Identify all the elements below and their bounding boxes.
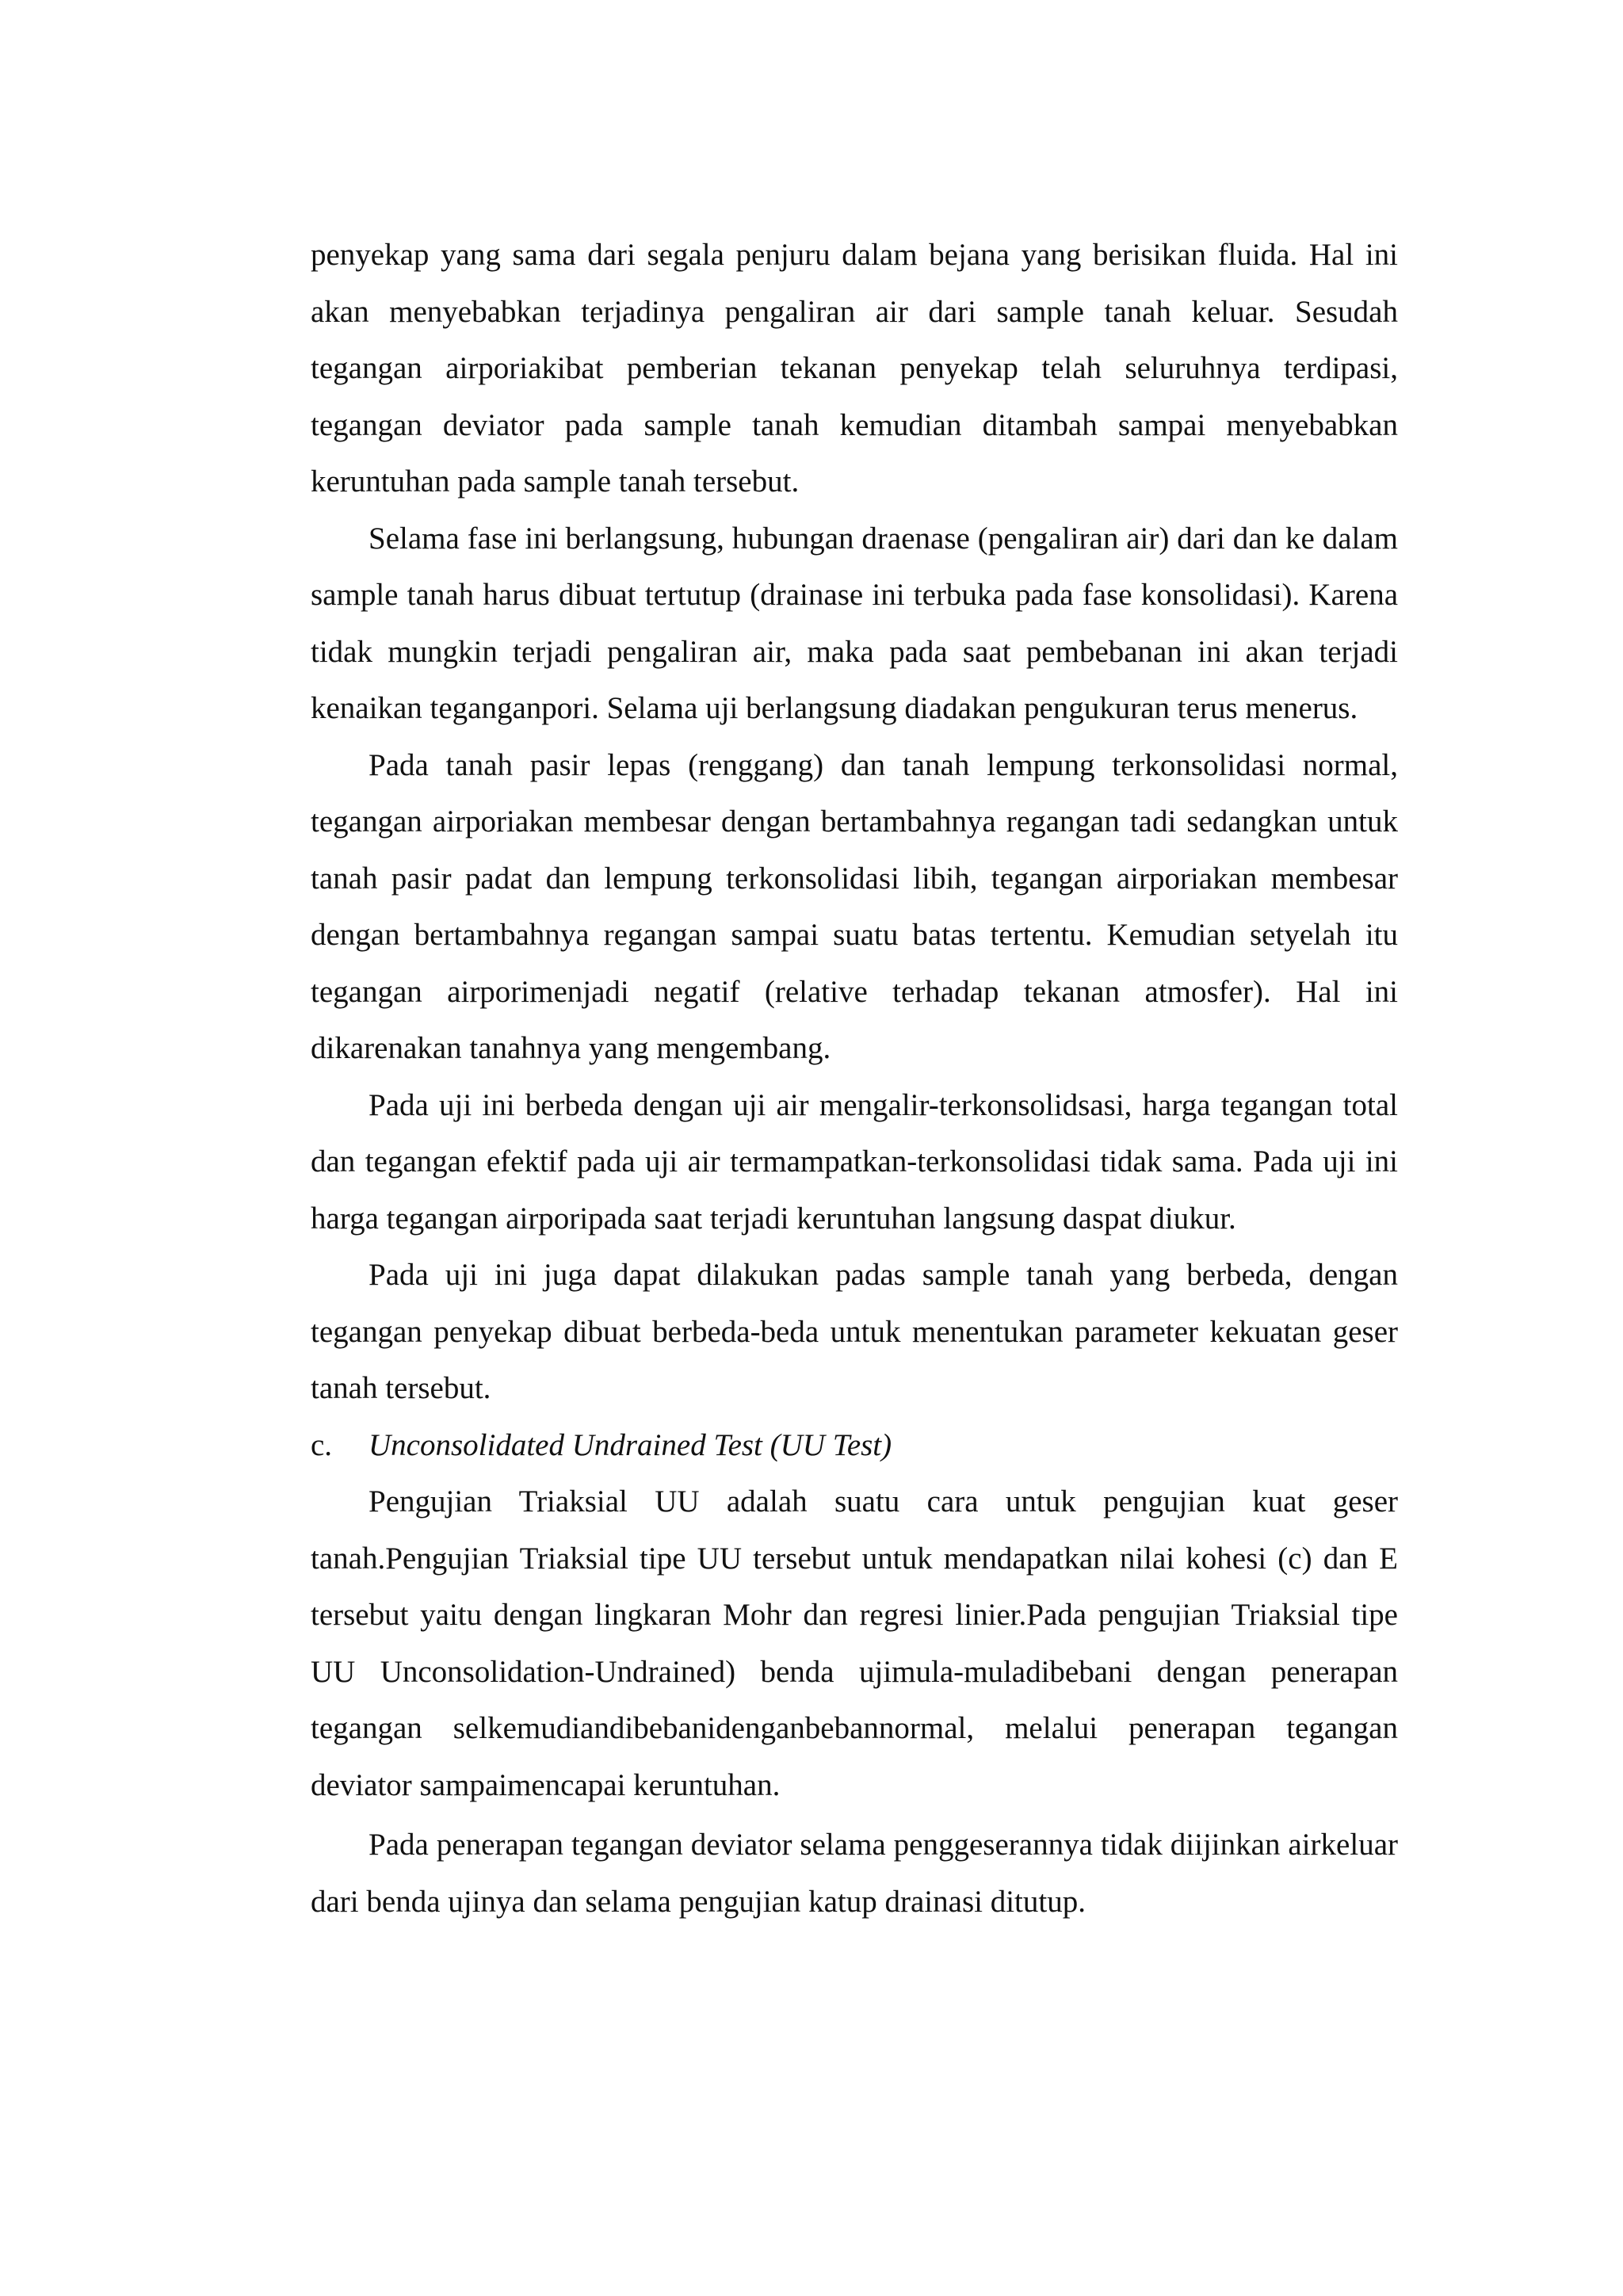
- paragraph-consolidated-test: Pada uji ini berbeda dengan uji air mengalir-terkonsolidsasi, harga tegangan total dan tegangan efektif pada uji air termampatkan-terkonsolidasi tidak sama. Pada uji ini harga tegangan airporipada saat terjadi keruntuhan langsung daspat diukur.: [311, 1087, 1398, 1236]
- paragraph-continuation: penyekap yang sama dari segala penjuru dalam bejana yang berisikan fluida. Hal ini akan menyebabkan terjadinya pengaliran air dari sample tanah keluar. Sesudah tegangan airporiakibat pemberian tekanan penyekap telah seluruhnya terdipasi, tegangan deviator pada sample tanah kemudian ditambah sampai menyebabkan keruntuhan pada sample tanah tersebut.: [311, 238, 1398, 499]
- paragraph-confining-pressure: Pada uji ini juga dapat dilakukan padas sample tanah yang berbeda, dengan tegangan penyekap dibuat berbeda-beda untuk menentukan parameter kekuatan geser tanah tersebut.: [311, 1258, 1398, 1405]
- section-marker: c.: [311, 1427, 333, 1462]
- section-heading-uu-test: [311, 1417, 1398, 1474]
- paragraph-uu-deviator: Pada penerapan tegangan deviator selama penggeserannya tidak diijinkan airkeluar dari benda ujinya dan selama pengujian katup drainasi ditutup.: [311, 1828, 1398, 1919]
- paragraph-uu-definition: Pengujian Triaksial UU adalah suatu cara untuk pengujian kuat geser tanah.Pengujian Triaksial tipe UU tersebut untuk mendapatkan nilai kohesi (c) dan E tersebut yaitu dengan lingkaran Mohr dan regresi linier.Pada pengujian Triaksial tipe UU Unconsolidation-Undrained) benda ujimula-muladibebani dengan penerapan tegangan selkemudiandibebanidenganbebannormal, melalui penerapan tegangan deviator sampaimencapai keruntuhan.: [311, 1484, 1398, 1802]
- section-title: Unconsolidated Undrained Test (UU Test): [369, 1427, 892, 1462]
- paragraph-drainage-phase: Selama fase ini berlangsung, hubungan draenase (pengaliran air) dari dan ke dalam sample tanah harus dibuat tertutup (drainase ini terbuka pada fase konsolidasi). Karena tidak mungkin terjadi pengaliran air, maka pada saat pembebanan ini akan terjadi kenaikan teganganpori. Selama uji berlangsung diadakan pengukuran terus menerus.: [311, 521, 1398, 725]
- document-page: [311, 227, 1398, 1930]
- paragraph-sand-clay: Pada tanah pasir lepas (renggang) dan tanah lempung terkonsolidasi normal, tegangan airporiakan membesar dengan bertambahnya regangan tadi sedangkan untuk tanah pasir padat dan lempung terkonsolidasi libih, tegangan airporiakan membesar dengan bertambahnya regangan sampai suatu batas tertentu. Kemudian setyelah itu tegangan airporimenjadi negatif (relative terhadap tekanan atmosfer). Hal ini dikarenakan tanahnya yang mengembang.: [311, 747, 1398, 1065]
